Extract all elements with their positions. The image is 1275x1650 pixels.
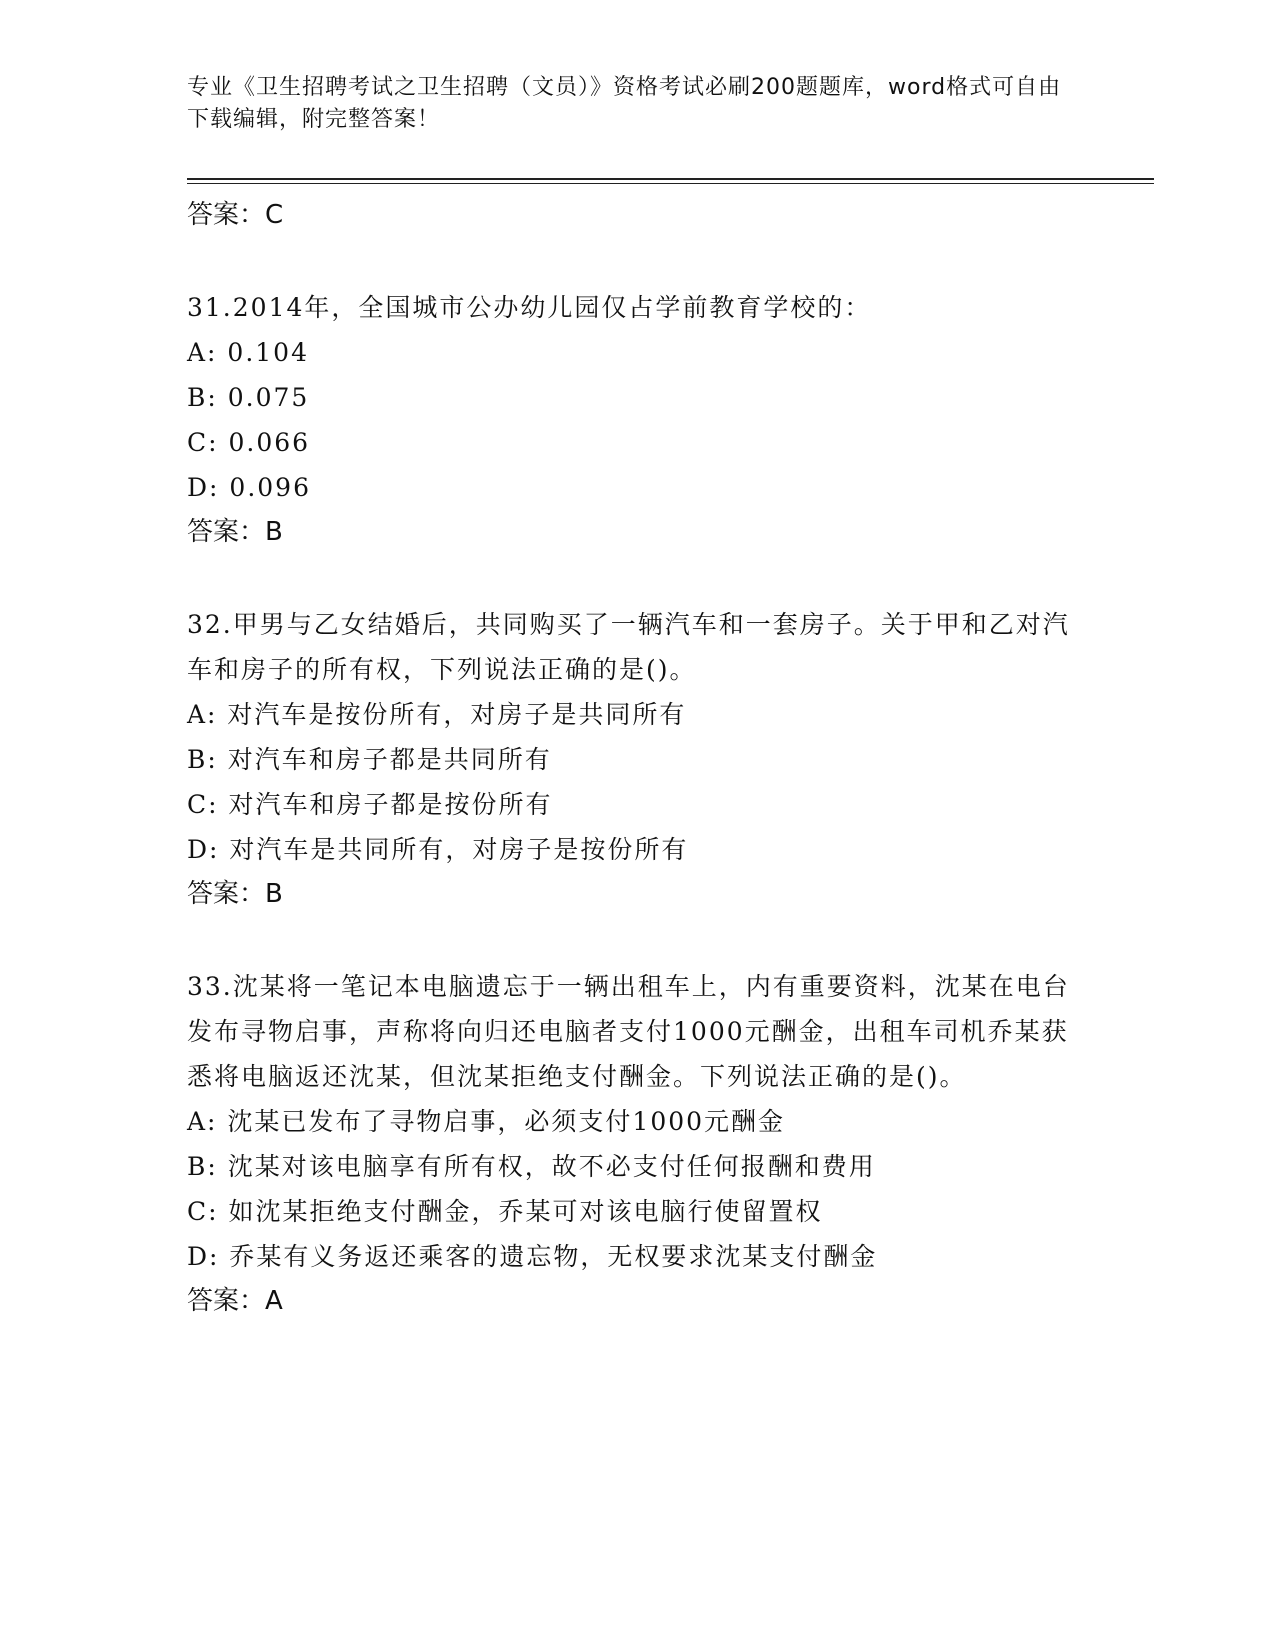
- question-31: [187, 285, 1087, 555]
- option-c: C: 0.066: [187, 428, 311, 457]
- option-a: A: 0.104: [187, 338, 309, 367]
- option-a: A: 对汽车是按份所有，对房子是共同所有: [187, 700, 687, 729]
- answer-line: 答案：B: [187, 517, 283, 547]
- answer-line: 答案：A: [187, 1286, 283, 1316]
- header-divider-thick: [187, 178, 1154, 180]
- answer-line: 答案：C: [187, 200, 284, 230]
- header-divider-thin: [187, 183, 1154, 184]
- option-d: D: 对汽车是共同所有，对房子是按份所有: [187, 835, 689, 864]
- question-text: 32.甲男与乙女结婚后，共同购买了一辆汽车和一套房子。关于甲和乙对汽车和房子的所有权，下列说法正确的是()。: [187, 610, 1070, 684]
- option-d: D: 乔某有义务返还乘客的遗忘物，无权要求沈某支付酬金: [187, 1242, 878, 1271]
- answer-line: 答案：B: [187, 879, 283, 909]
- question-text: 33.沈某将一笔记本电脑遗忘于一辆出租车上，内有重要资料，沈某在电台发布寻物启事，声称将向归还电脑者支付1000元酬金，出租车司机乔某获悉将电脑返还沈某，但沈某拒绝支付酬金。下列说法正确的是()。: [187, 972, 1070, 1091]
- option-c: C: 对汽车和房子都是按份所有: [187, 790, 553, 819]
- option-a: A: 沈某已发布了寻物启事，必须支付1000元酬金: [187, 1107, 786, 1136]
- option-b: B: 沈某对该电脑享有所有权，故不必支付任何报酬和费用: [187, 1152, 876, 1181]
- option-b: B: 对汽车和房子都是共同所有: [187, 745, 552, 774]
- question-list: [187, 188, 1087, 1324]
- question-33: [187, 964, 1087, 1324]
- question-32: [187, 602, 1087, 917]
- question-text: 31.2014年，全国城市公办幼儿园仅占学前教育学校的：: [187, 293, 872, 322]
- document-header: 专业《卫生招聘考试之卫生招聘（文员）》资格考试必刷200题题库，word格式可自由下载编辑，附完整答案！: [187, 75, 1062, 132]
- option-b: B: 0.075: [187, 383, 310, 412]
- option-d: D: 0.096: [187, 473, 311, 502]
- option-c: C: 如沈某拒绝支付酬金，乔某可对该电脑行使留置权: [187, 1197, 823, 1226]
